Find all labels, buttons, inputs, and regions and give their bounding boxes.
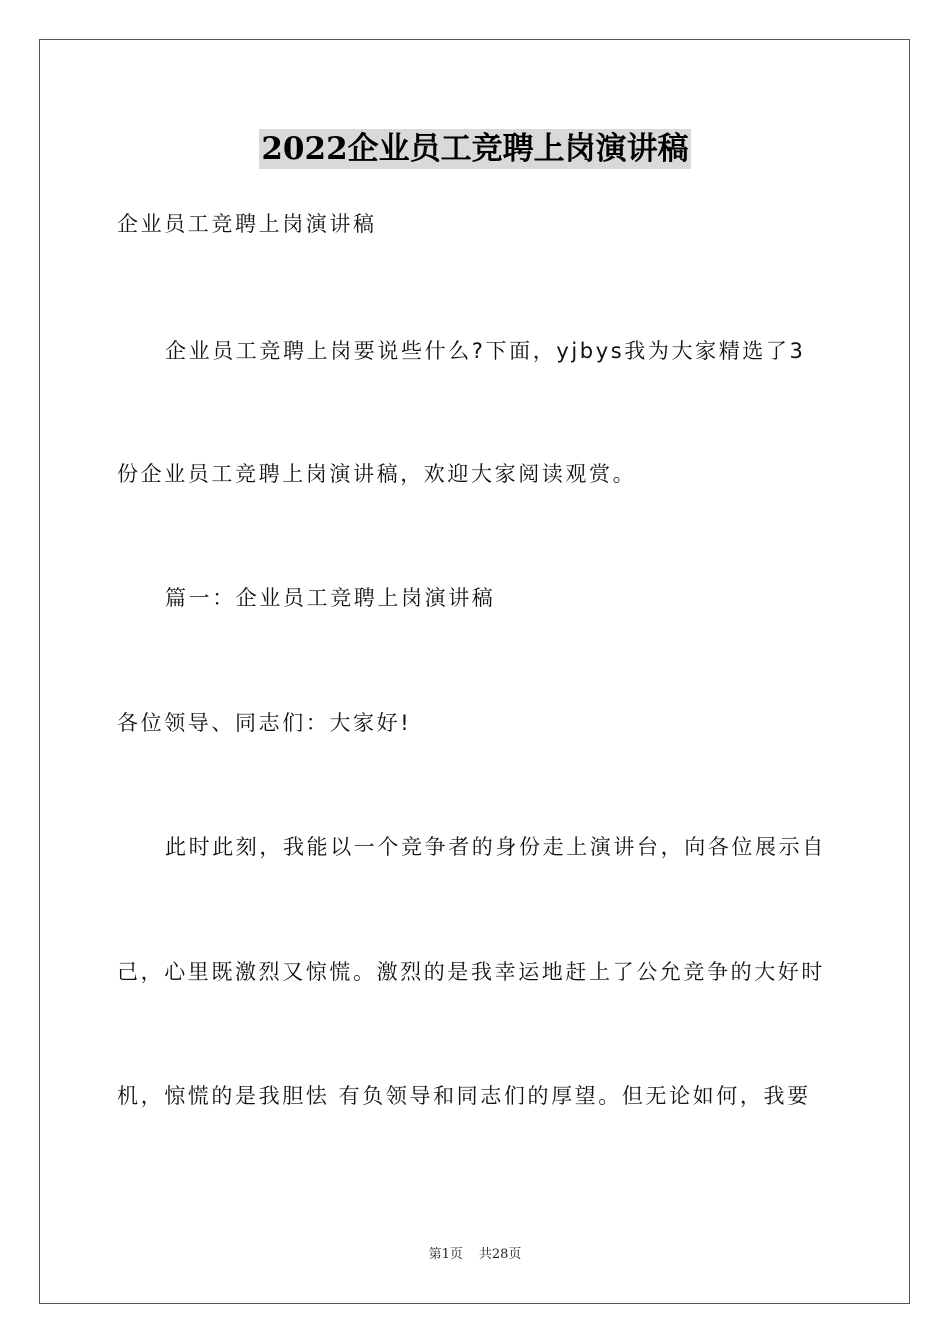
page-number: 第1页 — [428, 1247, 463, 1262]
paragraph-line: 企业员工竞聘上岗要说些什么?下面，yjbys我为大家精选了3 — [165, 339, 806, 363]
subtitle-line: 企业员工竞聘上岗演讲稿 — [117, 212, 377, 236]
document-title — [0, 128, 950, 168]
greeting-line: 各位领导、同志们：大家好! — [117, 711, 412, 735]
page-footer — [0, 1246, 950, 1264]
document-title-text: 2022企业员工竞聘上岗演讲稿 — [261, 131, 689, 167]
paragraph-line: 此时此刻，我能以一个竞争者的身份走上演讲台，向各位展示自 — [165, 835, 826, 859]
paragraph-line: 机，惊慌的是我胆怯 有负领导和同志们的厚望。但无论如何，我要 — [117, 1084, 811, 1108]
section-heading: 篇一：企业员工竞聘上岗演讲稿 — [165, 586, 496, 610]
page-total: 共28页 — [478, 1247, 522, 1262]
paragraph-line: 己，心里既激烈又惊慌。激烈的是我幸运地赶上了公允竞争的大好时 — [117, 960, 825, 984]
paragraph-line: 份企业员工竞聘上岗演讲稿，欢迎大家阅读观赏。 — [117, 462, 637, 486]
